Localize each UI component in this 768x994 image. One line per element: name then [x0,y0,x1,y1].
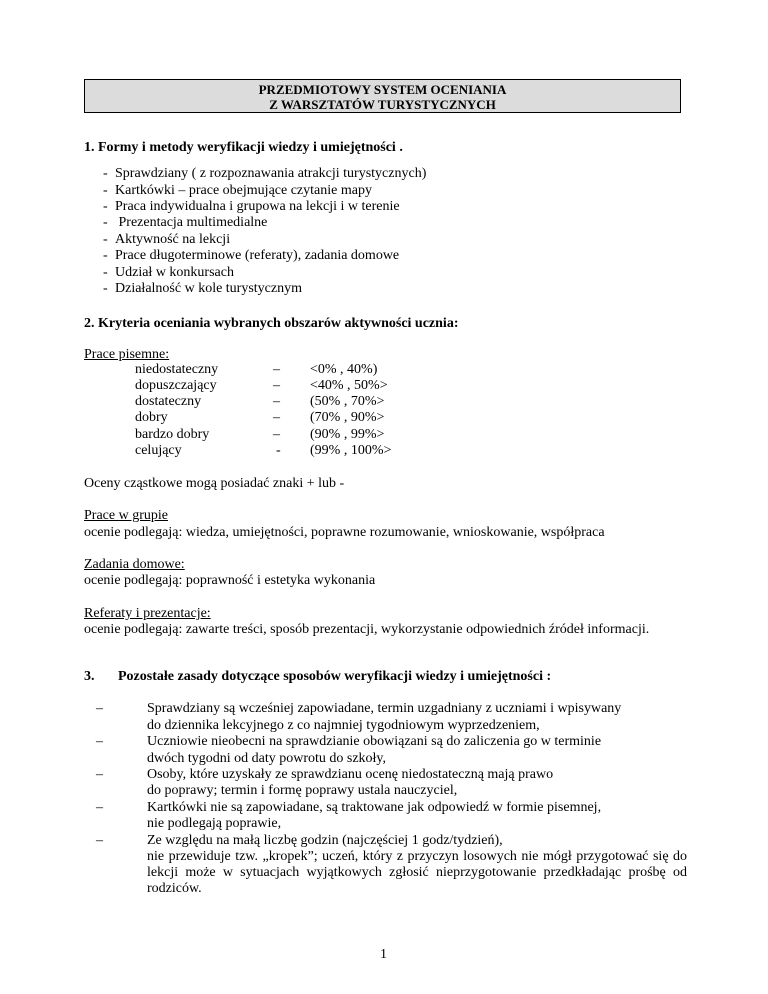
rule-line: dwóch tygodni od daty powrotu do szkoły, [147,751,387,766]
rule-line: nie podlegają poprawie, [147,816,282,831]
grade-separator: – [273,362,280,377]
grade-name: dopuszczający [135,378,217,393]
list-bullet: - [103,199,108,214]
section2-heading: 2. Kryteria oceniania wybranych obszarów aktywności ucznia: [84,316,459,331]
title-line-1: PRZEDMIOTOWY SYSTEM OCENIANIA [258,82,507,97]
grade-range: (99% , 100%> [310,443,392,458]
list-item: Aktywność na lekcji [115,232,231,247]
list-item: Działalność w kole turystycznym [115,281,303,296]
list-bullet: - [103,166,108,181]
list-item: Praca indywidualna i grupowa na lekcji i w terenie [115,199,400,214]
grade-name: bardzo dobry [135,427,210,442]
list-bullet: - [103,183,108,198]
list-bullet: - [103,232,108,247]
rule-bullet: – [96,833,103,848]
rule-line: Kartkówki nie są zapowiadane, są traktowane jak odpowiedź w formie pisemnej, [147,800,602,815]
rule-line: do dziennika lekcyjnego z co najmniej tygodniowym wyprzedzeniem, [147,718,540,733]
grade-range: (50% , 70%> [310,394,385,409]
rule-paragraph: nie przewiduje tzw. „kropek”; uczeń, który z przyczyn losowych nie mógł przygotować się do lekcji może w sytuacjach wyjątkowych zgłosić nieprzygotowanie przedkładając prośbę od rodziców. [147,849,687,896]
rule-line: Ze względu na małą liczbę godzin (najczęściej 1 godz/tydzień), [147,833,503,848]
list-bullet: - [103,265,108,280]
grade-range: (70% , 90%> [310,410,385,425]
grade-name: celujący [135,443,182,458]
rule-line: do poprawy; termin i formę poprawy ustala nauczyciel, [147,783,458,798]
list-item: Sprawdziany ( z rozpoznawania atrakcji turystycznych) [115,166,427,181]
grade-name: dostateczny [135,394,202,409]
rule-line: Uczniowie nieobecni na sprawdzianie obowiązani są do zaliczenia go w terminie [147,734,602,749]
grade-name: niedostateczny [135,362,219,377]
list-bullet: - [103,215,108,230]
title-line-2: Z WARSZTATÓW TURYSTYCZNYCH [269,97,496,112]
rule-line: Sprawdziany są wcześniej zapowiadane, termin uzgadniany z uczniami i wpisywany [147,701,622,716]
list-bullet: - [103,248,108,263]
homework-label: Zadania domowe: [84,557,185,572]
section3-number: 3. [84,669,95,684]
title-box [84,79,681,113]
partial-grades-note: Oceny cząstkowe mogą posiadać znaki + lub - [84,476,345,491]
section1-heading: 1. Formy i metody weryfikacji wiedzy i umiejętności . [84,140,403,155]
grade-separator: – [273,394,280,409]
list-item: Prezentacja multimedialne [115,215,268,230]
page-number: 1 [380,947,387,962]
grade-separator: - [276,443,281,458]
rule-bullet: – [96,701,103,716]
grade-range: <40% , 50%> [310,378,388,393]
list-item: Udział w konkursach [115,265,234,280]
rule-bullet: – [96,800,103,815]
grade-separator: – [273,427,280,442]
grade-name: dobry [135,410,168,425]
group-work-text: ocenie podlegają: wiedza, umiejętności, poprawne rozumowanie, wnioskowanie, współpraca [84,525,605,540]
section3-heading: Pozostałe zasady dotyczące sposobów weryfikacji wiedzy i umiejętności : [118,669,552,684]
rule-line: Osoby, które uzyskały ze sprawdzianu ocenę niedostateczną mają prawo [147,767,554,782]
list-bullet: - [103,281,108,296]
group-work-label: Prace w grupie [84,508,168,523]
grade-range: (90% , 99%> [310,427,385,442]
grade-separator: – [273,378,280,393]
list-item: Prace długoterminowe (referaty), zadania domowe [115,248,400,263]
grade-separator: – [273,410,280,425]
written-work-label: Prace pisemne: [84,347,170,362]
homework-text: ocenie podlegają: poprawność i estetyka wykonania [84,573,376,588]
grade-range: <0% , 40%) [310,362,378,377]
reports-label: Referaty i prezentacje: [84,606,211,621]
reports-text: ocenie podlegają: zawarte treści, sposób prezentacji, wykorzystanie odpowiednich źródeł informacji. [84,622,650,637]
rule-bullet: – [96,767,103,782]
list-item: Kartkówki – prace obejmujące czytanie mapy [115,183,372,198]
rule-bullet: – [96,734,103,749]
